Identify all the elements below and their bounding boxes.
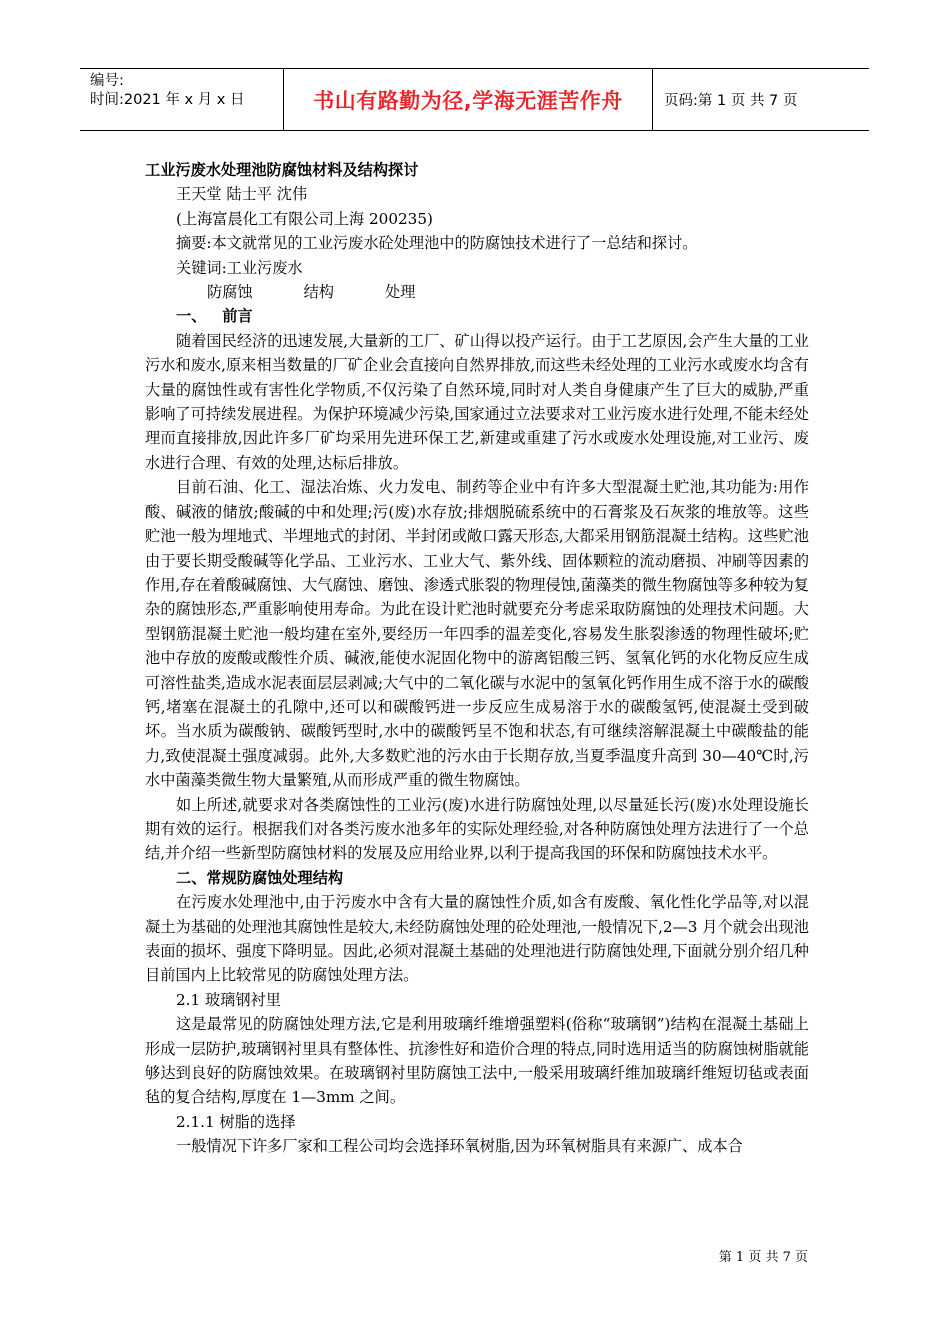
paragraph: 这是最常见的防腐蚀处理方法,它是利用玻璃纤维增强塑料(俗称“玻璃钢”)结构在混凝土基础上形成一层防护,玻璃钢衬里具有整体性、抗渗性好和造价合理的特点,同时选用适当的防腐蚀树脂就能够达到良好的防腐蚀效果。在玻璃钢衬里防腐蚀工法中,一般采用玻璃纤维加玻璃纤维短切毡或表面毡的复合结构,厚度在 1—3mm 之间。	[145, 1015, 809, 1107]
keyword: 结构	[303, 283, 334, 302]
keyword: 防腐蚀	[207, 283, 253, 302]
authors: 王天堂 陆士平 沈伟	[176, 185, 308, 204]
header-page-info: 页码:第 1 页 共 7 页	[664, 93, 798, 109]
page-footer: 第 1 页 共 7 页	[718, 1250, 808, 1265]
paragraph: 随着国民经济的迅速发展,大量新的工厂、矿山得以投产运行。由于工艺原因,会产生大量的工业污水和废水,原来相当数量的厂矿企业会直接向自然界排放,而这些未经处理的工业污水或废水均含有大量的腐蚀性或有害性化学物质,不仅污染了自然环境,同时对人类自身健康产生了巨大的威胁,严重影响了可持续发展进程。为保护环境减少污染,国家通过立法要求对工业污废水进行处理,不能未经处理而直接排放,因此许多厂矿均采用先进环保工艺,新建或重建了污水或废水处理设施,对工业污、废水进行合理、有效的处理,达标后排放。	[145, 331, 809, 472]
section-1-heading: 一、 前言	[176, 307, 253, 326]
keyword: 处理	[384, 283, 416, 302]
number-label: 编号:	[90, 73, 124, 89]
section-2-heading: 二、常规防腐蚀处理结构	[176, 868, 344, 887]
header-motto-cell	[283, 69, 653, 130]
abstract: 摘要:本文就常见的工业污废水砼处理池中的防腐蚀技术进行了一总结和探讨。	[176, 234, 698, 253]
paragraph: 一般情况下许多厂家和工程公司均会选择环氧树脂,因为环氧树脂具有来源广、成本合	[176, 1137, 743, 1156]
paragraph: 如上所述,就要求对各类腐蚀性的工业污(废)水进行防腐蚀处理,以尽量延长污(废)水处理设施长期有效的运行。根据我们对各类污废水池多年的实际处理经验,对各种防腐蚀处理方法进行了一个总结,并介绍一些新型防腐蚀材料的发展及应用给业界,以利于提高我国的环保和防腐蚀技术水平。	[145, 795, 809, 863]
time-label: 时间:2021 年 x 月 x 日	[90, 92, 245, 108]
header-meta	[80, 69, 283, 130]
section-2-1-heading: 2.1 玻璃钢衬里	[176, 990, 281, 1009]
section-2-1-1-heading: 2.1.1 树脂的选择	[176, 1112, 296, 1131]
paragraph: 目前石油、化工、湿法冶炼、火力发电、制药等企业中有许多大型混凝土贮池,其功能为:用作酸、碱液的储放;酸碱的中和处理;污(废)水存放;排烟脱硫系统中的石膏浆及石灰浆的堆放等。这些贮池一般为埋地式、半埋地式的封闭、半封闭或敞口露天形态,大都采用钢筋混凝土结构。这些贮池由于要长期受酸碱等化学品、工业污水、工业大气、紫外线、固体颗粒的流动磨损、冲刷等因素的作用,存在着酸碱腐蚀、大气腐蚀、磨蚀、渗透式胀裂的物理侵蚀,菌藻类的微生物腐蚀等多种较为复杂的腐蚀形态,严重影响使用寿命。为此在设计贮池时就要充分考虑采取防腐蚀的处理技术问题。大型钢筋混凝土贮池一般均建在室外,要经历一年四季的温差变化,容易发生胀裂渗透的物理性破坏;贮池中存放的废酸或酸性介质、碱液,能使水泥固化物中的游离铝酸三钙、氢氧化钙的水化物反应生成可溶性盐类,造成水泥表面层层剥减;大气中的二氧化碳与水泥中的氢氧化钙作用生成不溶于水的碳酸钙,堵塞在混凝土的孔隙中,还可以和碳酸钙进一步反应生成易溶于水的碳酸氢钙,使混凝土受到破坏。当水质为碳酸钠、碳酸钙型时,水中的碳酸钙呈不饱和状态,有可继续溶解混凝土中碳酸盐的能力,致使混凝土强度减弱。此外,大多数贮池的污水由于长期存放,当夏季温度升高到 30—40℃时,污水中菌藻类微生物大量繁殖,从而形成严重的微生物腐蚀。	[145, 478, 809, 790]
document-title: 工业污废水处理池防腐蚀材料及结构探讨	[145, 161, 419, 179]
header-motto: 书山有路勤为径,学海无涯苦作舟	[313, 88, 623, 113]
paragraph: 在污废水处理池中,由于污废水中含有大量的腐蚀性介质,如含有废酸、氧化性化学品等,对以混凝土为基础的处理池其腐蚀性是较大,未经防腐蚀处理的砼处理池,一般情况下,2—3 月个就会出现池表面的损坏、强度下降明显。因此,必须对混凝土基础的处理池进行防腐蚀处理,下面就分别介绍几种目前国内上比较常见的防腐蚀处理方法。	[145, 893, 809, 985]
keywords-line: 关键词:工业污废水	[176, 258, 303, 277]
affiliation: (上海富晨化工有限公司上海 200235)	[176, 209, 433, 228]
document-header	[80, 68, 869, 131]
keywords-list	[145, 280, 809, 304]
document-body	[145, 158, 809, 1159]
